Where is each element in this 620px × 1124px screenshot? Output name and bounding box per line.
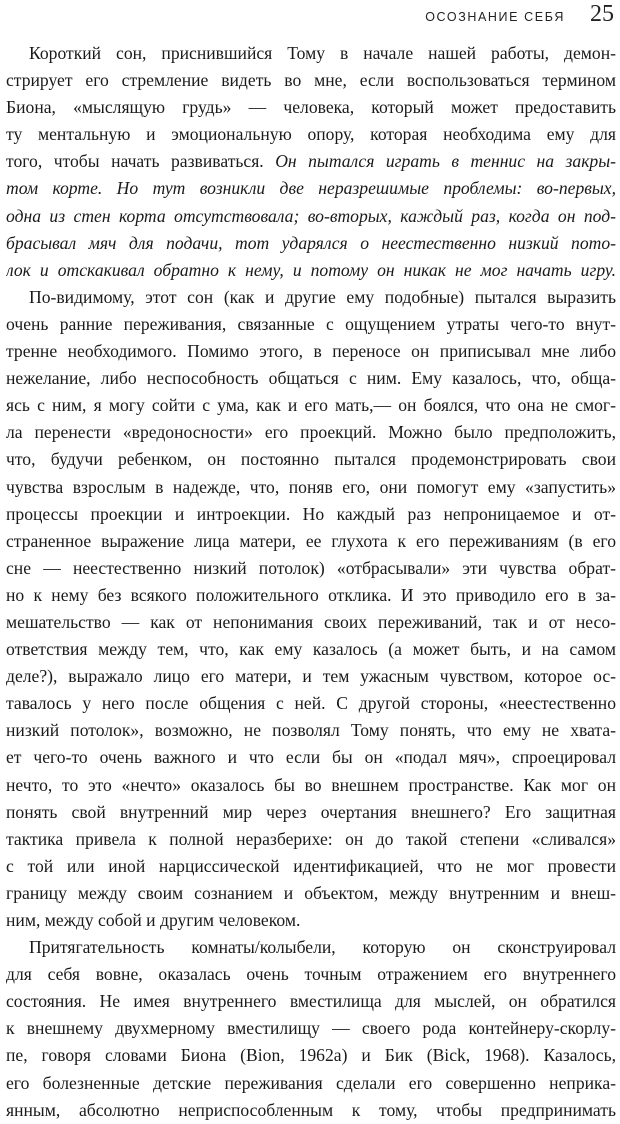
dream-text: том корте. Но тут возникли две неразрешимые проблемы: во-первых, — [6, 178, 616, 199]
text-line: По-видимому, этот сон (как и другие ему подобные) пытался выразить — [29, 286, 616, 307]
page-number: 25 — [590, 1, 614, 27]
text-line: границу между своим сознанием и объектом, между внутренним и внеш- — [6, 882, 616, 903]
dream-text: брасывал мяч для подачи, тот ударялся о неестественно низкий пото- — [6, 232, 616, 253]
text-line — [6, 230, 616, 257]
text-line: Притягательность комнаты/колыбели, которую он сконструировал — [29, 937, 616, 958]
text-line: его болезненные детские переживания сделали его совершенно неприка- — [6, 1072, 616, 1093]
text-line: ясь с ним, я могу сойти с ума, как и его мать,— он боялся, что она не смог- — [6, 395, 616, 416]
text-line: Короткий сон, приснившийся Тому в начале нашей работы, демон- — [29, 43, 616, 63]
page-header — [0, 0, 620, 40]
text-line: тренне необходимого. Помимо этого, в переносе он приписывал мне либо — [6, 341, 616, 362]
text-line: что, будучи ребенком, он постоянно пытался продемонстрировать свои — [6, 449, 616, 470]
text-line — [6, 203, 616, 230]
text-line: чувства взрослым в надежде, что, поняв его, они помогут ему «запустить» — [6, 476, 616, 497]
text-line: сне — неестественно низкий потолок) «отбрасывали» эти чувства обрат- — [6, 557, 616, 578]
text-line: к внешнему двухмерному вместилищу — своего рода контейнеру-скорлу- — [6, 1018, 616, 1039]
text-line: пе, говоря словами Биона (Bion, 1962a) и Бик (Bick, 1968). Казалось, — [6, 1045, 616, 1066]
text-line: тавалось у него после общения с ней. С другой стороны, «неестественно — [6, 693, 616, 714]
text-line — [6, 257, 616, 284]
text-line: низкий потолок», возможно, не позволял Тому понять, что ему не хвата- — [6, 720, 616, 741]
text-line: нежелание, либо неспособность общаться с ним. Ему казалось, что, обща- — [6, 368, 616, 389]
text-line: тактика привела к полной неразберихе: он до такой степени «сливался» — [6, 828, 616, 849]
dream-text: лок и отскакивал обратно к нему, и потому он никак не мог начать игру. — [6, 259, 616, 280]
text-line: ла перенести «вредоносности» его проекций. Можно было предположить, — [6, 422, 616, 443]
dream-text: Он пытался играть в теннис на закры- — [275, 151, 616, 172]
text-line: янным, абсолютно неприспособленным к тому, чтобы предпринимать — [6, 1099, 616, 1120]
dream-text: одна из стен корта отсутствовала; во-вторых, каждый раз, когда он под- — [6, 205, 616, 226]
text-line: понять свой внутренний мир через очертания внешнего? Его защитная — [6, 801, 616, 822]
text-line: но к нему без всякого положительного отклика. И это приводило его в за- — [6, 584, 616, 605]
text-line: ет чего-то очень важного и что если бы он «подал мяч», спроецировал — [6, 747, 616, 768]
text-line: процессы проекции и интроекции. Но каждый раз непроницаемое и от- — [6, 503, 616, 524]
text-line: мешательство — как от непонимания своих переживаний, так и от несо- — [6, 611, 616, 632]
text-line: ответствия между тем, что, как ему казалось (а может быть, и на самом — [6, 639, 616, 660]
text-line: ту ментальную и эмоциональную опору, которая необходима ему для — [6, 124, 616, 145]
text-line: с той или иной нарциссической идентификацией, что не мог провести — [6, 855, 616, 876]
text-line: для себя вовне, оказалась очень точным отражением его внутреннего — [6, 964, 616, 985]
text-line — [6, 175, 616, 202]
text-line: страненное выражение лица матери, ее глухота к его переживаниям (в его — [6, 530, 616, 551]
body-text — [6, 40, 616, 1124]
running-head: ОСОЗНАНИЕ СЕБЯ — [425, 10, 565, 24]
text-line: нечто, то это «нечто» оказалось бы во внешнем пространстве. Как мог он — [6, 774, 616, 795]
text-line — [6, 148, 616, 175]
text-line: состояния. Не имея внутреннего вместилища для мыслей, он обратился — [6, 991, 616, 1012]
text-line: Биона, «мыслящую грудь» — человека, который может предоставить — [6, 97, 616, 118]
text-line: очень ранние переживания, связанные с ощущением утраты чего-то внут- — [6, 313, 616, 334]
text-line-part: того, чтобы начать развиваться. — [6, 151, 264, 172]
text-line: ним, между собой и другим человеком. — [6, 910, 301, 930]
text-line: стрирует его стремление видеть во мне, если воспользоваться термином — [6, 70, 616, 91]
text-line: деле?), выражало лицо его матери, и тем ужасным чувством, которое ос- — [6, 666, 616, 687]
